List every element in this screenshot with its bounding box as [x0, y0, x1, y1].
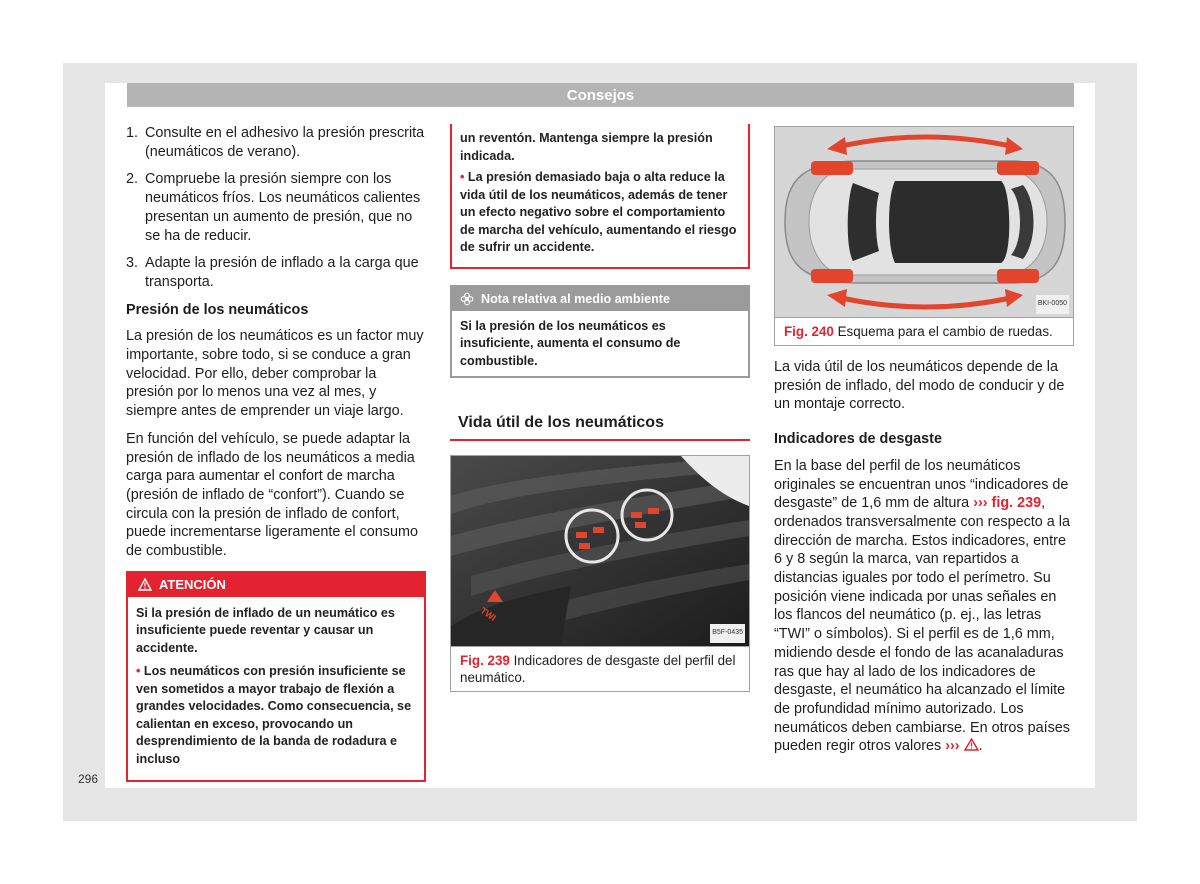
warning-bullet-text: La presión demasiado baja o alta reduce la vida útil de los neumáticos, además de tener un efecto negativo sobre el comportamiento de marcha del vehículo, aumentando el riesgo de sufrir un accidente. [460, 170, 737, 254]
flower-icon [460, 292, 474, 306]
note-header [452, 287, 748, 311]
steps-list [126, 124, 426, 292]
warning-text: Si la presión de inflado de un neumático es insuficiente puede reventar y causar un accidente. [136, 605, 395, 655]
warning-header [128, 573, 424, 597]
warning-content [128, 597, 424, 781]
car-wheel-diagram [775, 127, 1073, 317]
note-title: Nota relativa al medio ambiente [481, 291, 670, 306]
warning-triangle-icon [138, 578, 152, 591]
figure-code: BKI-0050 [1036, 295, 1069, 314]
figure-240 [774, 126, 1074, 346]
paragraph: En función del vehículo, se puede adaptar la presión de inflado de los neumáticos a media carga para aumentar el confort de marcha (presión de inflado de “confort”). Cuando se circula con la presión de inflado de confort, puede incrementarse ligeramente el consumo de combustible. [126, 430, 418, 560]
figure-caption [775, 317, 1073, 345]
figure-label: Fig. 239 [460, 652, 510, 668]
subheading-wear-indicators: Indicadores de desgaste [774, 431, 942, 448]
figure-caption-text: Indicadores de desgaste del perfil del neumático. [460, 652, 736, 685]
column-3 [774, 124, 1074, 765]
warning-bullet-text: Los neumáticos con presión insuficiente se ven sometidos a mayor trabajo de flexión a grandes velocidades. Como consecuencia, se calientan en exceso, provocando un desprendimiento de la banda de rodadura e incluso [136, 664, 412, 766]
warning-text: un reventón. Mantenga siempre la presión indicada. [460, 131, 713, 163]
tire-tread-illustration [451, 456, 749, 646]
list-item [126, 124, 426, 161]
page-number: 296 [78, 772, 99, 786]
figure-label: Fig. 240 [784, 324, 834, 339]
bullet-icon: • [136, 664, 141, 679]
paragraph: La presión de los neumáticos es un factor muy importante, sobre todo, si se conduce a gran velocidad. Por ello, deber comprobar la presión por lo menos una vez al mes, y siempre antes de emprender un viaje largo. [126, 328, 424, 420]
step-number: 1. [126, 125, 139, 141]
warning-title: ATENCIÓN [159, 576, 226, 592]
warning-text [460, 169, 740, 257]
figure-239 [450, 455, 750, 692]
warning-reference-link[interactable]: ››› [945, 738, 960, 755]
list-item [126, 170, 426, 245]
section-header: Consejos [127, 83, 1074, 107]
warning-box-continued [450, 124, 750, 269]
list-item [126, 254, 426, 291]
bullet-icon: • [460, 170, 465, 184]
step-number: 2. [126, 171, 139, 188]
paragraph: La vida útil de los neumáticos depende de la presión de inflado, del modo de conducir y de un montaje correcto. [774, 359, 1065, 413]
step-number: 3. [126, 255, 139, 272]
tire-tread-image [451, 456, 749, 646]
paragraph-end: . [978, 738, 983, 755]
figure-code: B5F-0435 [710, 624, 745, 643]
paragraph [774, 457, 1074, 756]
subheading-tire-pressure: Presión de los neumáticos [126, 301, 309, 318]
figure-caption-text: Esquema para el cambio de ruedas. [837, 324, 1053, 339]
section-title: Vida útil de los neumáticos [450, 414, 750, 441]
note-text: Si la presión de los neumáticos es insuficiente, aumenta el consumo de combustible. [460, 318, 681, 368]
paragraph-text: En la base del perfil de los neumáticos originales se encuentran unos “indicadores de desgaste” de 1,6 mm de altura [774, 457, 1069, 512]
column-2 [450, 124, 750, 692]
warning-triangle-icon [964, 738, 979, 751]
step-text: Compruebe la presión siempre con los neumáticos fríos. Los neumáticos calientes presentan un aumento de presión, que no se ha de reducir. [145, 171, 421, 244]
column-1 [126, 124, 426, 782]
warning-text [136, 663, 416, 768]
figure-caption [451, 646, 749, 691]
warning-box [126, 571, 426, 783]
step-text: Adapte la presión de inflado a la carga que transporta. [145, 255, 419, 290]
car-top-view-illustration [775, 127, 1073, 317]
environment-note-box [450, 285, 750, 379]
twi-marker-text: TWI [478, 604, 498, 623]
paragraph-text: , ordenados transversalmente con respecto a la dirección de marcha. Estos indicadores, entre 6 y 8 según la marca, van repartidos a distancias iguales por todo el perímetro. Su posición viene indicada por unas señales en los flancos del neumático (p. ej., las letras “TWI” o símbolos). Si el perfil es de 1,6 mm, midiendo desde el fondo de las acanaladuras ras que hay al lado de los indicadores de desgaste, el neumático ha alcanzado el límite de profundidad mínimo autorizado. Los neumáticos deben cambiarse. En otros países pueden regir otros valores [774, 495, 1070, 755]
figure-reference-link[interactable]: ››› fig. 239 [973, 495, 1042, 512]
step-text: Consulte en el adhesivo la presión prescrita (neumáticos de verano). [145, 125, 425, 160]
